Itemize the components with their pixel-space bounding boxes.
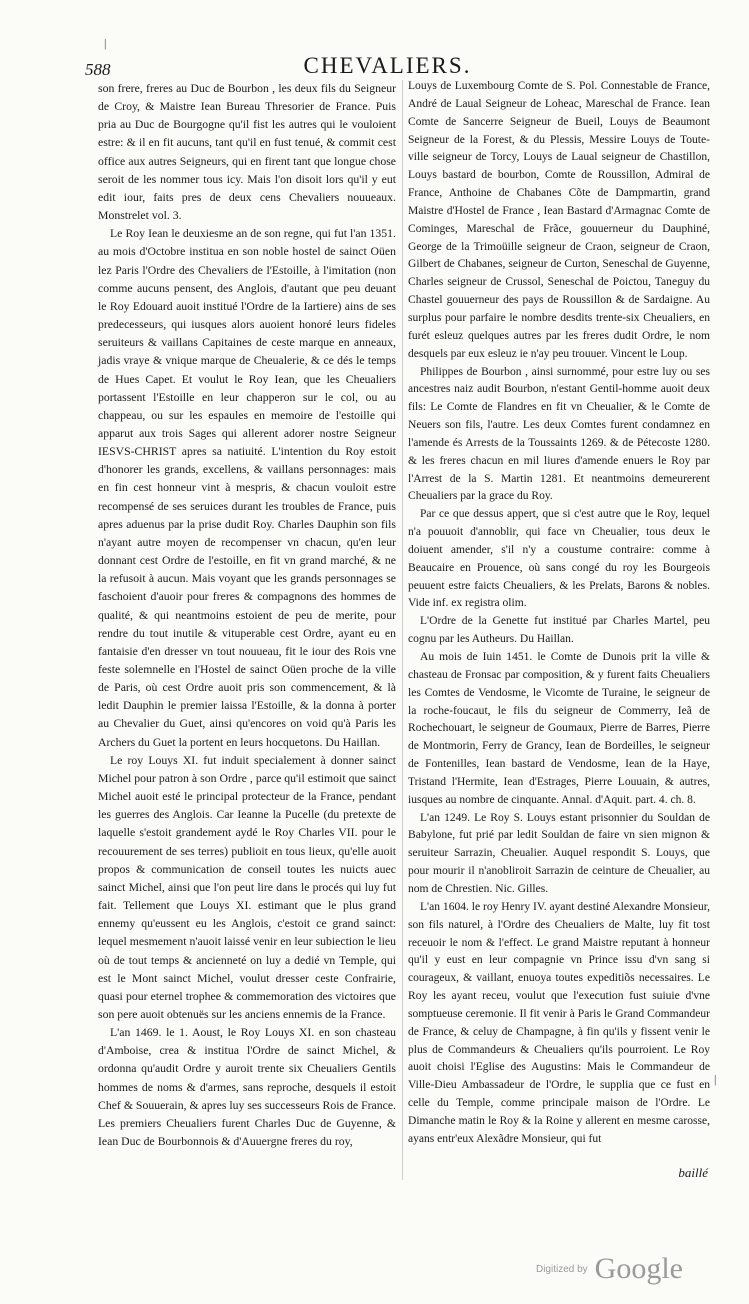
running-title: CHEVALIERS. (303, 53, 472, 78)
page-header (80, 50, 695, 80)
column-divider (402, 80, 403, 1180)
paragraph: son frere, freres au Duc de Bourbon , les deux fils du Seigneur de Croy, & Maistre Iean Bureau Thresorier de France. Puis pria au Duc de Bourgogne qu'il fist les autres qui le vouloient estre: & il en fit aucuns, tant qu'il en fust tenué, & commit cest office aux autres Seigneurs, qui en firent tant que longue chose seroit de les nommer tous icy. Mais l'on disoit lors qu'il y eut edit iour, faits pres de deux cens Chevaliers nouueaux. Monstrelet vol. 3. (98, 82, 396, 223)
paragraph: Louys de Luxembourg Comte de S. Pol. Connestable de France, André de Laual Seigneur de Loheac, Mareschal de France. Iean Comte de Sancerre Seigneur de Bueil, Louys de Beaumont Seigneur de la Forest, & du Plessis, Messire Louys de Toute-ville seigneur de Torcy, Louys de Laual seigneur de Chastillon, Louys bastard de bourbon, Comte de Roussillon, Admiral de France, Anthoine de Chabanes Cõte de Dampmartin, grand Maistre d'Hostel de France , Iean Bastard d'Armagnac Comte de Cominges, Mareschal de Frãce, gouuerneur du Dauphiné, George de la Trimoüille seigneur de Craon, seigneur de Craon, Gilbert de Chabanes, seigneur de Curton, Seneschal de Guyenne, Charles seigneur de Crussol, Seneschal de Poictou, Taneguy du Chastel gouuerneur des pays de Roussillon & de Sardaigne. Au surplus pour parfaire le nombre desdits trente-six Cheualiers, en furét esleuz quelques autres par les freres dudit Ordre, le nom desquels par eux esleuz ie n'ay peu trouuer. Vincent le Loup. (408, 80, 710, 360)
paragraph: Le roy Louys XI. fut induit specialement à donner sainct Michel pour patron à son Ordre , parce qu'il estimoit que sainct Michel auoit esté le principal protecteur de la France, pendant les guerres des Anglois. Car Ieanne la Pucelle (du pretexte de laquelle s'estoit grandement aydé le Roy Charles VII. pour le recouurement de ses terres) publioit en tous lieux, qu'elle auoit propos & communication de conseil toutes les nuicts auec sainct Michel, ainsi que l'on peut lire dans le procés qui luy fut fait. Tellement que Louys XI. estimant que le plus grand ennemy qu'eussent eu les Anglois, c'estoit ce grand sainct: lequel mesmement n'auoit laissé venir en leur subiection le lieu où de tout temps & ancienneté on luy a dedié vn Temple, qui est le Mont sainct Michel, voulut dresser ceste Confrairie, quasi pour eternel trophee & commemoration des victoires que son pere auoit obtenuës sur les anciens ennemis de la France. (98, 753, 396, 1021)
paragraph: L'Ordre de la Genette fut institué par Charles Martel, peu cognu par les Autheurs. Du Haillan. (408, 615, 710, 646)
catchword: baillé (678, 1165, 708, 1180)
paragraph: Le Roy Iean le deuxiesme an de son regne, qui fut l'an 1351. au mois d'Octobre institua en son noble hostel de sainct Oüen lez Paris l'Ordre des Chevaliers de l'Estoille, à l'imitation (non comme aucuns pensent, des Anglois, d'autant que peu deuant le Roy Edouard auoit institué l'Ordre de la Iartiere) ains de ses predecesseurs, qui iusques alors auoient honoré leurs fideles seruiteurs & vaillans Capitaines de ceste marque en anneaux, jadis vraye & vnique marque de Cheualerie, & ce dés le temps de Hues Capet. Et voulut le Roy Iean, que les Cheualiers portassent l'Estoille en leur chapperon sur le col, ou au chappeau, ou sur les espaules en memoire de l'estoille qui apparut aux trois Sages qui allerent adorer nostre Seigneur IESVS-CHRIST apres sa natiuité. L'intention du Roy estoit d'honorer les grands, excellens, & vaillans personnages: mais en fin cest honneur vint à mespris, & chacun vouloit estre recompensé de ses seruices durant les troubles de France, puis apres aduenus par la prise dudit Roy. Charles Dauphin son fils n'ayant autre moyen de recompenser vn chacun, qu'en leur donnant cest Ordre de l'estoille, en fit vn grand marché, & ne la refusoit à aucun. Mais voyant que les grands personnages se faschoient d'auoir pour freres & compagnons des hommes de qualité, & qui neantmoins estoient de peu de merite, pour rendre du tout inutile & vituperable cest Ordre, ayant eu en fantaisie d'en dresser vn tout nouueau, fit le iour des Rois vne feste solemnelle en l'Hostel de sainct Oüen proche de la ville de Paris, où cest Ordre auoit pris son commencement, & là ledit Dauphin le premier laissa l'Estoille, & la donna à porter au Chevalier du Guet, ainsi qu'encores on void qu'à Paris les Archers du Guet la portent en leurs hocquetons. Du Haillan. (98, 227, 396, 749)
paragraph: L'an 1604. le roy Henry IV. ayant destiné Alexandre Monsieur, son fils naturel, à l'Ordre des Cheualiers de Malte, luy fit tost receuoir le nom & l'effect. Le grand Maistre reputant à honneur qu'il y eust en leur compagnie vn Prince issu d'vn sang si courageux, & vaillant, enuoya toutes expeditiõs necessaires. Le Roy les ayant receu, voulut que l'execution fust suiuie d'vne somptueuse ceremonie. Il fit venir à Paris le Grand Commandeur de France, & celuy de Champagne, à fin qu'ils y fissent venir le plus de Commandeurs & Cheualiers qu'ils pourroient. Le Roy auoit choisi l'Eglise des Augustins: Mais le Commandeur de Ville-Dieu Ambassadeur de l'Ordre, le supplia que ce fust en celle du Temple, comme principale maison de l'Ordre. Le Dimanche matin le Roy & la Roine y allerent en mesme carosse, ayans entr'eux Alexãdre Monsieur, qui fut (408, 900, 711, 1145)
watermark-prefix: Digitized by (535, 1263, 588, 1275)
paragraph: Philippes de Bourbon , ainsi surnommé, pour estre luy ou ses ancestres naiz audit Bourbon, n'estant Gentil-homme auoit deux fils: Le Comte de Flandres en fit vn Cheualier, & le Comte de Neuers son fils, l'autre. Les deux Comtes furent condamnez en l'amende és Arrests de la Toussaints 1269. & de Pétecoste 1280. & les freres chacun en mil liures d'amende enuers le Roy par l'Arrest de la S. Martin 1281. Et neantmoins demeurerent Cheualiers par la grace du Roy. (408, 365, 710, 503)
left-column (98, 80, 396, 1151)
margin-tick-top: | (104, 36, 107, 50)
margin-tick-bottom: | (714, 1072, 717, 1086)
paragraph: Par ce que dessus appert, que si c'est autre que le Roy, lequel n'a pouuoit d'annoblir, qui face vn Cheualier, tous deux le doiuent amender, s'il n'y a coustume contraire: comme à Beaucaire en Prouence, où sans congé du roy les Bourgeois peuuent estre faicts Cheualiers, & les Prelats, Barons & nobles. Vide inf. ex registra olim. (408, 508, 710, 610)
google-logo: Google (594, 1252, 683, 1285)
right-column (408, 78, 710, 1149)
digitized-watermark (536, 1252, 683, 1286)
paragraph: L'an 1249. Le Roy S. Louys estant prisonnier du Souldan de Babylone, fut prié par ledit Souldan de faire vn sien mignon & seruiteur Sarrazin, Cheualier. Auquel respondit S. Louys, que pour mourir il n'anobliroit Sarrazin de ceinture de Cheualier, au nom de Chrestien. Nic. Gilles. (408, 811, 710, 895)
page-number: 588 (85, 60, 111, 79)
paragraph: Au mois de Iuin 1451. le Comte de Dunois prit la ville & chasteau de Fronsac par composition, & y furent faits Cheualiers les Comtes de Vendosme, le Vicomte de Turaine, le seigneur de la roche-foucaut, le fils du seigneur de Commerry, Ieã de Rochechouart, le seigneur de Goumaux, Pierre de Barres, Pierre de Montmorin, Ferry de Grancy, Iean de Bordeilles, le seigneur de Fontenilles, Iean bastard de Vendosme, Iean de la Haye, Tristand l'Hermite, Iean d'Estrages, Pierre Louuain, & autres, iusques au nombre de cinquante. Annal. d'Aquit. part. 4. ch. 8. (408, 651, 710, 806)
paragraph: L'an 1469. le 1. Aoust, le Roy Louys XI. en son chasteau d'Amboise, crea & institua l'Ordre de sainct Michel, & ordonna qu'audit Ordre y auroit trente six Cheualiers Gentils hommes de noms & d'armes, sans reproche, desquels il estoit Chef & Souuerain, & apres luy ses successeurs Rois de France. Les premiers Cheualiers furent Charles Duc de Guyenne, & Iean Duc de Bourbonnois & d'Auuergne freres du roy, (98, 1026, 396, 1149)
